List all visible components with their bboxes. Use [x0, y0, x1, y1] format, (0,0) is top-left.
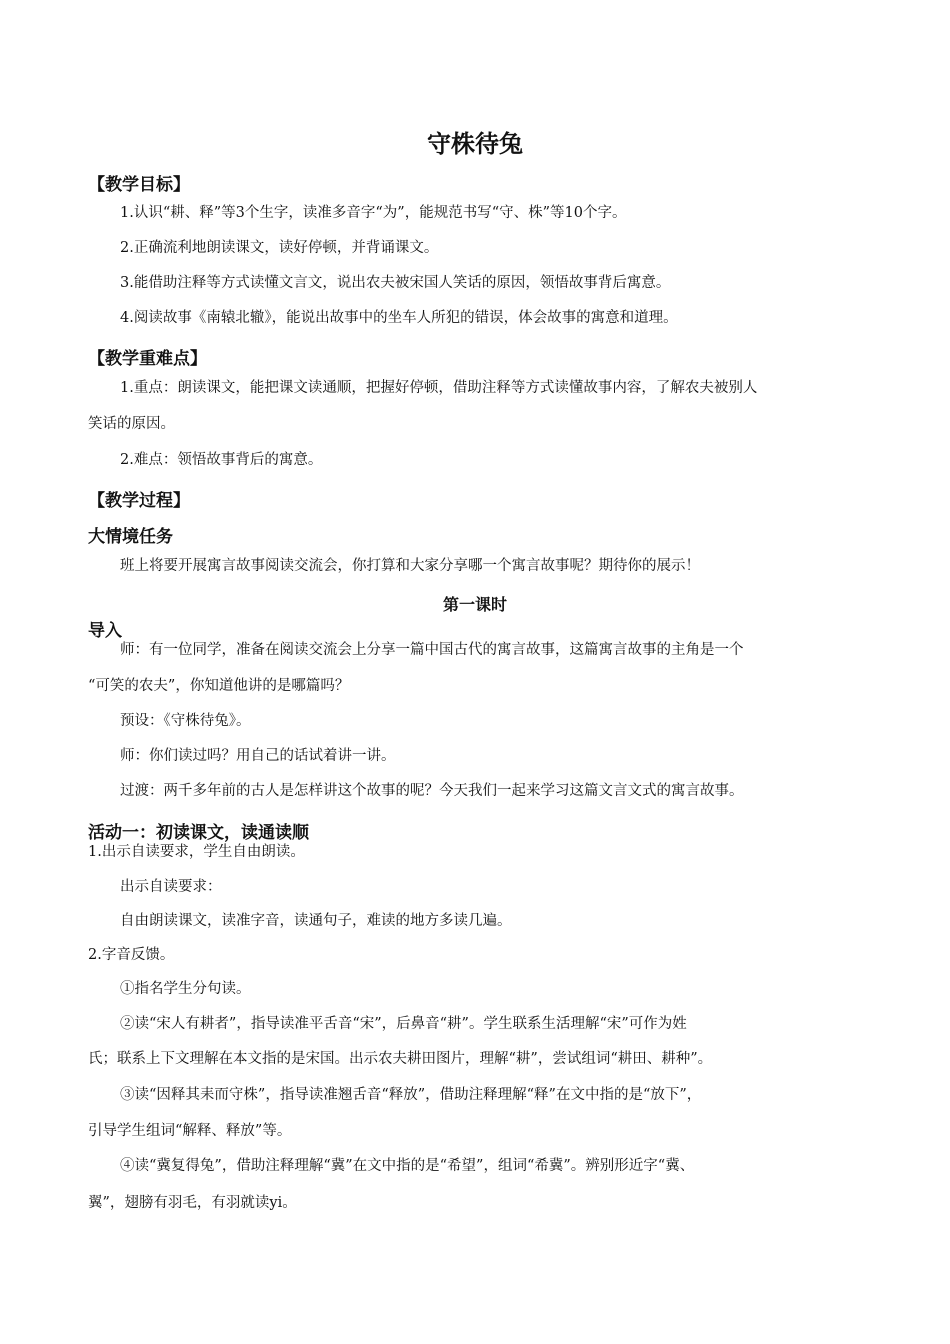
- document-title: 守株待兔: [427, 130, 523, 158]
- goal-item-2: 2.正确流利地朗读课文，读好停顿，并背诵课文。: [120, 240, 439, 256]
- activity-1-step-1a: 出示自读要求：: [120, 879, 222, 895]
- activity-1-item-4-line-1: ④读“冀复得兔”，借助注释理解“冀”在文中指的是“希望”，组词“希冀”。辨别形近字“冀、: [120, 1158, 695, 1174]
- activity-1-item-4-line-2: 翼”，翅膀有羽毛，有羽就读yi。: [88, 1195, 297, 1211]
- key-point-line-2: 笑话的原因。: [88, 416, 175, 432]
- activity-1-heading: 活动一：初读课文，读通读顺: [88, 823, 309, 843]
- difficulty-point: 2.难点：领悟故事背后的寓意。: [120, 452, 323, 468]
- intro-teacher-2: 师：你们读过吗？用自己的话试着讲一讲。: [120, 748, 396, 764]
- goal-item-1: 1.认识“耕、释”等3个生字，读准多音字“为”，能规范书写“守、株”等10个字。: [120, 205, 627, 221]
- intro-teacher-line-2: “可笑的农夫”，你知道他讲的是哪篇吗？: [88, 678, 350, 694]
- task-text: 班上将要开展寓言故事阅读交流会，你打算和大家分享哪一个寓言故事呢？期待你的展示！: [120, 558, 700, 574]
- goals-heading: 【教学目标】: [88, 175, 190, 195]
- activity-1-item-3-line-1: ③读“因释其耒而守株”，指导读准翘舌音“释放”，借助注释理解“释”在文中指的是“放下”，: [120, 1087, 702, 1103]
- goal-item-4: 4.阅读故事《南辕北辙》，能说出故事中的坐车人所犯的错误，体会故事的寓意和道理。: [120, 310, 678, 326]
- intro-heading: 导入: [88, 621, 122, 641]
- task-heading: 大情境任务: [88, 527, 173, 547]
- activity-1-item-3-line-2: 引导学生组词“解释、释放”等。: [88, 1123, 292, 1139]
- activity-1-item-1: ①指名学生分句读。: [120, 981, 251, 997]
- activity-1-step-2: 2.字音反馈。: [88, 947, 175, 963]
- lesson-heading: 第一课时: [442, 595, 507, 614]
- goal-item-3: 3.能借助注释等方式读懂文言文，说出农夫被宋国人笑话的原因，领悟故事背后寓意。: [120, 275, 671, 291]
- activity-1-step-1: 1.出示自读要求，学生自由朗读。: [88, 844, 305, 860]
- intro-teacher-line-1: 师：有一位同学，准备在阅读交流会上分享一篇中国古代的寓言故事，这篇寓言故事的主角是一个: [120, 642, 744, 658]
- intro-transition: 过渡：两千多年前的古人是怎样讲这个故事的呢？今天我们一起来学习这篇文言文式的寓言故事。: [120, 783, 744, 799]
- activity-1-step-1b: 自由朗读课文，读准字音，读通句子，难读的地方多读几遍。: [120, 913, 512, 929]
- key-points-heading: 【教学重难点】: [88, 349, 207, 369]
- activity-1-item-2-line-1: ②读“宋人有耕者”，指导读准平舌音“宋”，后鼻音“耕”。学生联系生活理解“宋”可作为姓: [120, 1016, 687, 1032]
- activity-1-item-2-line-2: 氏；联系上下文理解在本文指的是宋国。出示农夫耕田图片，理解“耕”，尝试组词“耕田、耕种”。: [88, 1051, 713, 1067]
- intro-preset: 预设：《守株待兔》。: [120, 713, 251, 729]
- key-point-line-1: 1.重点：朗读课文，能把课文读通顺，把握好停顿，借助注释等方式读懂故事内容，了解农夫被别人: [120, 380, 758, 396]
- process-heading: 【教学过程】: [88, 491, 190, 511]
